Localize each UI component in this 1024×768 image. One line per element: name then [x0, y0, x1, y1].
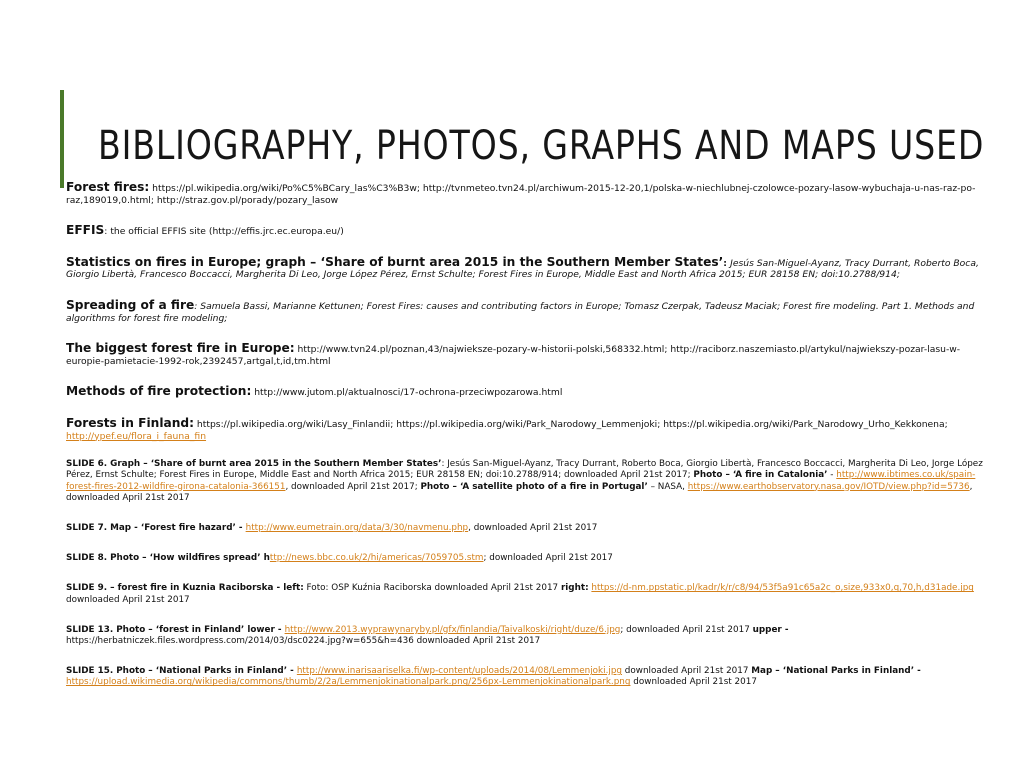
entry-heading: Forests in Finland:	[66, 415, 195, 430]
slide-heading: SLIDE 13. Photo – ‘forest in Finland’ lower -	[66, 624, 285, 635]
link-inarisaariselka[interactable]: http://www.inarisaariselka.fi/wp-content/uploads/2014/08/Lemmenjoki.jpg	[296, 666, 623, 677]
link-ppstatic[interactable]: https://d-nm.ppstatic.pl/kadr/k/r/c8/94/53f5a91c65a2c_o,size,933x0,q,70,h,d31ade.jpg	[591, 583, 974, 594]
link-bbc[interactable]: ttp://news.bbc.co.uk/2/hi/americas/7059705.stm	[269, 553, 484, 564]
entry-finland	[66, 415, 996, 442]
link-wikimedia[interactable]: https://upload.wikimedia.org/wikipedia/commons/thumb/2/2a/Lemmenjokinationalpark.png/256px-Lemmenjokinationalpark.png	[66, 677, 631, 688]
slide-text: downloaded April 21st 2017	[622, 666, 752, 677]
slide-subheading: upper -	[752, 624, 789, 635]
slide-text: https://herbatniczek.files.wordpress.com/2014/03/dsc0224.jpg?w=655&h=436 downloaded April 21st 2017	[66, 635, 541, 646]
entry-heading: Methods of fire protection:	[66, 384, 252, 399]
page-title: BIBLIOGRAPHY, PHOTOS, GRAPHS AND MAPS USED	[98, 123, 985, 169]
entry-slide-8	[66, 553, 996, 564]
entry-heading: Spreading of a fire	[66, 297, 195, 312]
slide-subheading: right:	[560, 583, 589, 594]
entry-slide-13	[66, 625, 996, 647]
slide-text: , downloaded April 21st 2017	[468, 522, 598, 533]
slide-heading: SLIDE 15. Photo – ‘National Parks in Finland’ -	[66, 666, 297, 677]
link-eumetrain[interactable]: http://www.eumetrain.org/data/3/30/navmenu.php	[245, 522, 469, 533]
slide-heading: SLIDE 6. Graph – ‘Share of burnt area 2015 in the Southern Member States’	[66, 459, 442, 470]
entry-heading: The biggest forest fire in Europe:	[66, 341, 295, 356]
entry-spreading	[66, 297, 996, 324]
slide-text: – NASA,	[647, 481, 688, 492]
entry-text: Jesús San-Miguel-Ayanz, Tracy Durrant, Roberto Boca, Giorgio Libertà, Francesco Boccacci, Margherita Di Leo, Jorge López Pérez, Ernst Schulte; Forest Fires in Europe, Middle East and North Africa 2015; EUR 28158 EN; doi:10.2788/914;	[66, 257, 979, 281]
slide-text: Foto: OSP Kuźnia Raciborska downloaded April 21st 2017	[303, 583, 561, 594]
accent-bar	[60, 90, 64, 188]
entry-statistics	[66, 254, 996, 281]
link-wyprawynaryby[interactable]: http://www.2013.wyprawynaryby.pl/gfx/finlandia/Taivalkoski/right/duze/6.jpg	[284, 624, 621, 635]
entry-forest-fires	[66, 182, 996, 206]
entry-slide-6	[66, 459, 996, 504]
slide-text: , downloaded April 21st 2017;	[285, 481, 421, 492]
slide-text: ; downloaded April 21st 2017	[620, 624, 753, 635]
slide-heading: SLIDE 8. Photo – ‘How wildfires spread’ h	[66, 553, 270, 564]
entry-slide-7	[66, 523, 996, 534]
entry-text: https://pl.wikipedia.org/wiki/Po%C5%BCary_las%C3%B3w; http://tvnmeteo.tvn24.pl/archiwum-2015-12-20,1/polska-w-niechlubnej-czolowce-pozary-lasow-wybuchaja-u-nas-raz-po-raz,189019,0.html; http://straz.gov.pl/porady/pozary_lasow	[66, 183, 976, 206]
entry-text: http://www.jutom.pl/aktualnosci/17-ochrona-przeciwpozarowa.html	[251, 387, 563, 399]
link-ibtimes[interactable]: http://www.ibtimes.co.uk/spain-forest-fires-2012-wildfire-girona-catalonia-366151	[66, 470, 976, 492]
entry-heading: Forest fires:	[66, 180, 150, 194]
entry-methods	[66, 386, 996, 399]
entry-biggest-fire	[66, 343, 996, 367]
slide-text: , downloaded April 21st 2017	[66, 481, 973, 503]
slide-text: ; downloaded April 21st 2017	[483, 553, 613, 564]
entry-text: http://www.tvn24.pl/poznan,43/najwieksze-pozary-w-historii-polski,568332.html; http://raciborz.naszemiasto.pl/artykul/najwiekszy-pozar-lasu-w-europie-pamietacie-1992-rok,2392457,artgal,t,id,tm.html	[66, 344, 961, 367]
slide-text: -	[827, 470, 837, 481]
entry-slide-15	[66, 666, 996, 688]
entry-text: : the official EFFIS site (http://effis.jrc.ec.europa.eu/)	[104, 226, 344, 238]
link-nasa[interactable]: https://www.earthobservatory.nasa.gov/IOTD/view.php?id=5736	[687, 481, 970, 492]
entry-heading: EFFIS	[66, 223, 105, 238]
link-ypef[interactable]: http://ypef.eu/flora_i_fauna_fin	[66, 430, 207, 442]
slide-heading: SLIDE 7. Map - ‘Forest fire hazard’ -	[66, 522, 246, 533]
entry-text: : Samuela Bassi, Marianne Kettunen; Forest Fires: causes and contributing factors in Europe; Tomasz Czerpak, Tadeusz Maciak; Forest fire modeling. Part 1. Methods and algorithms for forest fire modeling;	[66, 300, 975, 324]
entry-colon: :	[723, 257, 731, 269]
slide-subheading: Photo – ‘A satellite photo of a fire in Portugal’	[420, 481, 648, 492]
entry-slide-9	[66, 583, 996, 605]
slide-subheading: Photo – ‘A fire in Catalonia’	[693, 470, 828, 481]
entry-effis	[66, 225, 996, 238]
entry-text: https://pl.wikipedia.org/wiki/Lasy_Finlandii; https://pl.wikipedia.org/wiki/Park_Narodowy_Lemmenjoki; https://pl.wikipedia.org/wiki/Park_Narodowy_Urho_Kekkonena;	[194, 418, 948, 430]
slide-heading: SLIDE 9. – forest fire in Kuznia Raciborska - left:	[66, 583, 304, 594]
slide-text: downloaded April 21st 2017	[630, 677, 757, 688]
slide-subheading: Map – ‘National Parks in Finland’ -	[751, 666, 921, 677]
slide-text: downloaded April 21st 2017	[66, 594, 190, 605]
slide-text: : Jesús San-Miguel-Ayanz, Tracy Durrant, Roberto Boca, Giorgio Libertà, Francesco Boccacci, Margherita Di Leo, Jorge López Pérez, Ernst Schulte; Forest Fires in Europe, Middle East and North Africa 2015; EUR 28158 EN; doi:10.2788/914; downloaded April 21st 2017;	[66, 459, 983, 481]
entry-heading: Statistics on fires in Europe; graph – ‘Share of burnt area 2015 in the Southern Member States’	[66, 254, 724, 269]
bibliography-content	[66, 182, 996, 689]
